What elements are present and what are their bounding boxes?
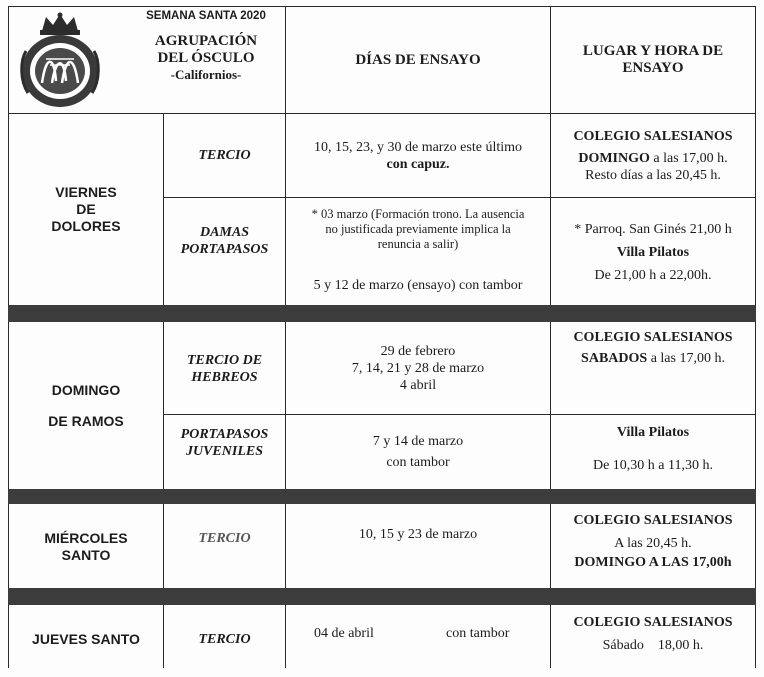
place-line1: COLEGIO SALESIANOS [573,615,733,630]
days-line3: 4 abril [399,378,437,393]
group-label: TERCIO [198,148,251,163]
day-label-line1: JUEVES SANTO [32,631,140,647]
day-label-line2: DE [76,201,96,217]
header-title-block [128,10,284,110]
group-label-line2: JUVENILES [185,444,264,459]
days-line2: con capuz. [386,156,450,172]
place-line2 [578,150,727,167]
group-cell-hebreos [164,323,285,414]
days-line1: 10, 15 y 23 de marzo [358,527,478,542]
place-line2 [581,350,725,367]
right-border [755,6,756,668]
days-header-text: DÍAS DE ENSAYO [355,51,481,68]
day-cell-ramos [9,323,163,489]
group-label-line2: PORTAPASOS [180,242,269,257]
place-header-line1: LUGAR Y HORA DE [582,43,724,59]
days-line3: renuncia a salir) [377,237,459,251]
days-line2: 7, 14, 21 y 28 de marzo [351,361,485,376]
year-label: SEMANA SANTA 2020 [146,10,266,22]
place-line2-day: DOMINGO [578,150,650,166]
place-line3: Resto días a las 20,45 h. [585,167,721,183]
place-line1: COLEGIO SALESIANOS [573,513,733,528]
days-cell-tercio-jueves [286,606,550,668]
group-name-line2: DEL ÓSCULO [157,50,255,66]
place-cell-tercio-miercoles [551,505,755,588]
place-line1: COLEGIO SALESIANOS [573,330,733,345]
place-line2-time: a las 17,00 h. [647,351,725,366]
place-line2: Sábado 18,00 h. [602,638,704,653]
place-line2: De 10,30 h a 11,30 h. [592,458,714,473]
day-cell-viernes [9,114,163,305]
place-line3: De 21,00 h a 22,00h. [594,268,712,283]
group-cell-tercio-jueves [164,606,285,668]
place-cell-tercio-jueves [551,606,755,668]
days-line1: 29 de febrero [380,344,456,359]
place-cell-hebreos [551,323,755,414]
group-label-line1: DAMAS [199,225,250,240]
day-label-line3: DOLORES [51,218,121,234]
place-line1: * Parroq. San Ginés 21,00 h [574,222,732,237]
days-line2: no justificada previamente implica la [325,222,511,236]
days-line4: 5 y 12 de marzo (ensayo) con tambor [313,278,523,293]
section-separator-3 [8,588,756,605]
days-note: con tambor [446,626,510,641]
section-separator-2 [8,489,756,504]
place-line1: COLEGIO SALESIANOS [573,128,733,144]
group-cell-tercio-viernes [164,114,285,197]
place-cell-damas [551,198,755,305]
group-label: TERCIO [198,531,251,546]
group-label-line1: PORTAPASOS [180,427,269,442]
place-header-line2: ENSAYO [622,60,684,76]
place-line3: DOMINGO A LAS 17,00h [574,555,732,570]
place-cell-tercio-viernes [551,114,755,197]
days-cell-damas [286,198,550,305]
days-line1: 10, 15, 23, y 30 de marzo este último [313,139,523,155]
day-label-line1: VIERNES [55,184,117,200]
place-line2-day: SABADOS [581,351,648,366]
days-date: 04 de abril [314,626,374,641]
group-label-line1: TERCIO DE [186,352,263,368]
day-cell-miercoles [9,505,163,588]
day-cell-jueves [9,606,163,668]
place-line1: Villa Pilatos [616,425,690,440]
days-line1: 7 y 14 de marzo [372,434,464,449]
section-separator-1 [8,305,756,322]
group-label: TERCIO [198,632,251,647]
day-label-line1: DOMINGO [51,382,121,398]
group-cell-tercio-miercoles [164,505,285,588]
group-subtitle: -Californios- [170,67,242,82]
place-line2: Villa Pilatos [616,245,690,260]
group-cell-juveniles [164,415,285,489]
column-header-days [286,7,550,113]
day-label-line2: DE RAMOS [48,413,124,429]
place-line2: A las 20,45 h. [614,536,692,551]
day-label-line2: SANTO [61,546,111,563]
group-cell-damas [164,198,285,305]
days-cell-tercio-viernes [286,114,550,197]
group-name-line1: AGRUPACIÓN [154,33,258,49]
brotherhood-crest [16,11,104,111]
place-cell-juveniles [551,415,755,489]
day-label-line1: MIÉRCOLES [44,529,128,546]
days-cell-tercio-miercoles [286,505,550,588]
column-header-place [551,7,755,113]
days-cell-juveniles [286,415,550,489]
group-label-line2: HEBREOS [191,369,258,385]
days-cell-hebreos [286,323,550,414]
place-line2-time: a las 17,00 h. [649,150,728,166]
days-line2: con tambor [386,455,450,470]
days-line1: * 03 marzo (Formación trono. La ausencia [311,207,525,221]
